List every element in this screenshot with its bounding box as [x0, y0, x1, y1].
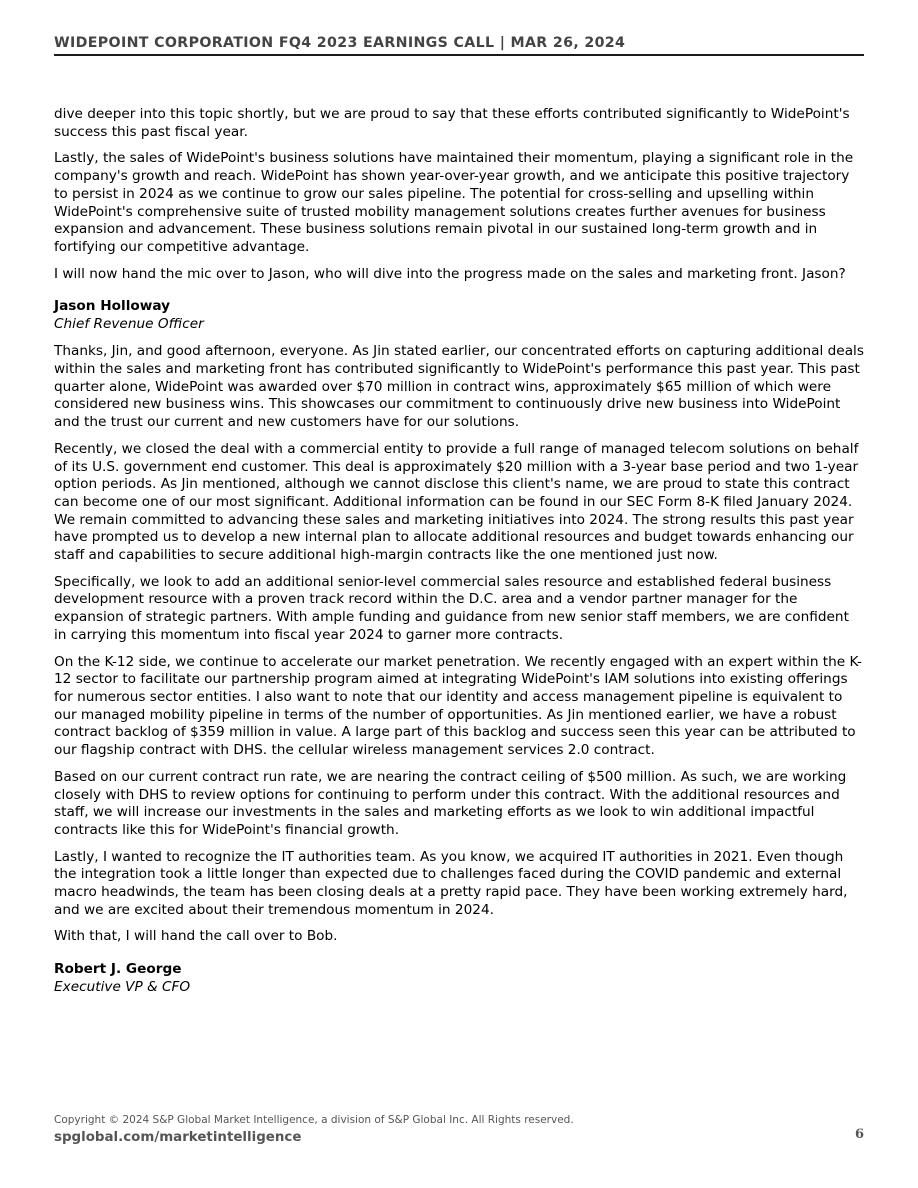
transcript-body	[54, 106, 864, 1006]
paragraph: Based on our current contract run rate, we are nearing the contract ceiling of $500 million. As such, we are working closely with DHS to review options for continuing to perform under this contract. With the additional resources and staff, we will increase our investments in the sales and marketing efforts as we look to win additional impactful contracts like this for WidePoint's financial growth.	[54, 768, 847, 838]
paragraph: Thanks, Jin, and good afternoon, everyone. As Jin stated earlier, our concentrated efforts on capturing additional deals within the sales and marketing front has contributed significantly to WidePoint's performance this past year. This past quarter alone, WidePoint was awarded over $70 million in contract wins, approximately $65 million of which were considered new business wins. This showcases our commitment to continuously drive new business into WidePoint and the trust our current and new customers have for our solutions.	[54, 343, 864, 431]
copyright-notice: Copyright © 2024 S&P Global Market Intelligence, a division of S&P Global Inc. All Rights reserved.	[54, 1114, 574, 1126]
paragraph: On the K-12 side, we continue to accelerate our market penetration. We recently engaged with an expert within the K-12 sector to facilitate our partnership program aimed at integrating WidePoint's IAM solutions into existing offerings for numerous sector entities. I also want to note that our identity and access management pipeline is equivalent to our managed mobility pipeline in terms of the number of opportunities. As Jin mentioned earlier, we have a robust contract backlog of $359 million in value. A large part of this backlog and success seen this year can be attributed to our flagship contract with DHS. the cellular wireless management services 2.0 contract.	[54, 653, 862, 759]
paragraph: Specifically, we look to add an additional senior-level commercial sales resource and established federal business development resource with a proven track record within the D.C. area and a vendor partner manager for the expansion of strategic partners. With ample funding and guidance from new senior staff members, we are confident in carrying this momentum into fiscal year 2024 to garner more contracts.	[54, 573, 849, 643]
speaker-name: Jason Holloway	[54, 298, 171, 315]
paragraph: With that, I will hand the call over to Bob.	[54, 928, 338, 945]
speaker-title: Chief Revenue Officer	[54, 316, 204, 333]
page-header	[54, 34, 864, 56]
header-title: WIDEPOINT CORPORATION FQ4 2023 EARNINGS CALL | MAR 26, 2024	[54, 35, 626, 51]
website-link[interactable]: spglobal.com/marketintelligence	[54, 1130, 302, 1145]
speaker-block	[54, 960, 864, 996]
speaker-block	[54, 297, 864, 333]
paragraph: I will now hand the mic over to Jason, who will dive into the progress made on the sales and marketing front. Jason?	[54, 265, 846, 282]
paragraph: Lastly, the sales of WidePoint's business solutions have maintained their momentum, playing a significant role in the company's growth and reach. WidePoint has shown year-over-year growth, and we anticipate this positive trajectory to persist in 2024 as we continue to grow our sales pipeline. The potential for cross-selling and upselling within WidePoint's comprehensive suite of trusted mobility management solutions creates further avenues for business expansion and advancement. These business solutions remain pivotal in our sustained long-term growth and in fortifying our competitive advantage.	[54, 150, 854, 255]
paragraph: dive deeper into this topic shortly, but we are proud to say that these efforts contributed significantly to WidePoint's success this past fiscal year.	[54, 106, 850, 140]
paragraph: Lastly, I wanted to recognize the IT authorities team. As you know, we acquired IT authorities in 2021. Even though the integration took a little longer than expected due to challenges faced during the COVID pandemic and external macro headwinds, the team has been closing deals at a pretty rapid pace. They have been working extremely hard, and we are excited about their tremendous momentum in 2024.	[54, 848, 848, 918]
paragraph: Recently, we closed the deal with a commercial entity to provide a full range of managed telecom solutions on behalf of its U.S. government end customer. This deal is approximately $20 million with a 3-year base period and two 1-year option periods. As Jin mentioned, although we cannot disclose this client's name, we are proud to state this contract can become one of our most significant. Additional information can be found in our SEC Form 8-K filed January 2024. We remain committed to advancing these sales and marketing initiatives into 2024. The strong results this past year have prompted us to develop a new internal plan to allocate additional resources and budget towards enhancing our staff and capabilities to secure additional high-margin contracts like the one mentioned just now.	[54, 440, 859, 564]
page-number: 6	[854, 1127, 864, 1142]
speaker-name: Robert J. George	[54, 961, 182, 978]
page-footer	[54, 1113, 864, 1147]
speaker-title: Executive VP & CFO	[54, 979, 191, 996]
